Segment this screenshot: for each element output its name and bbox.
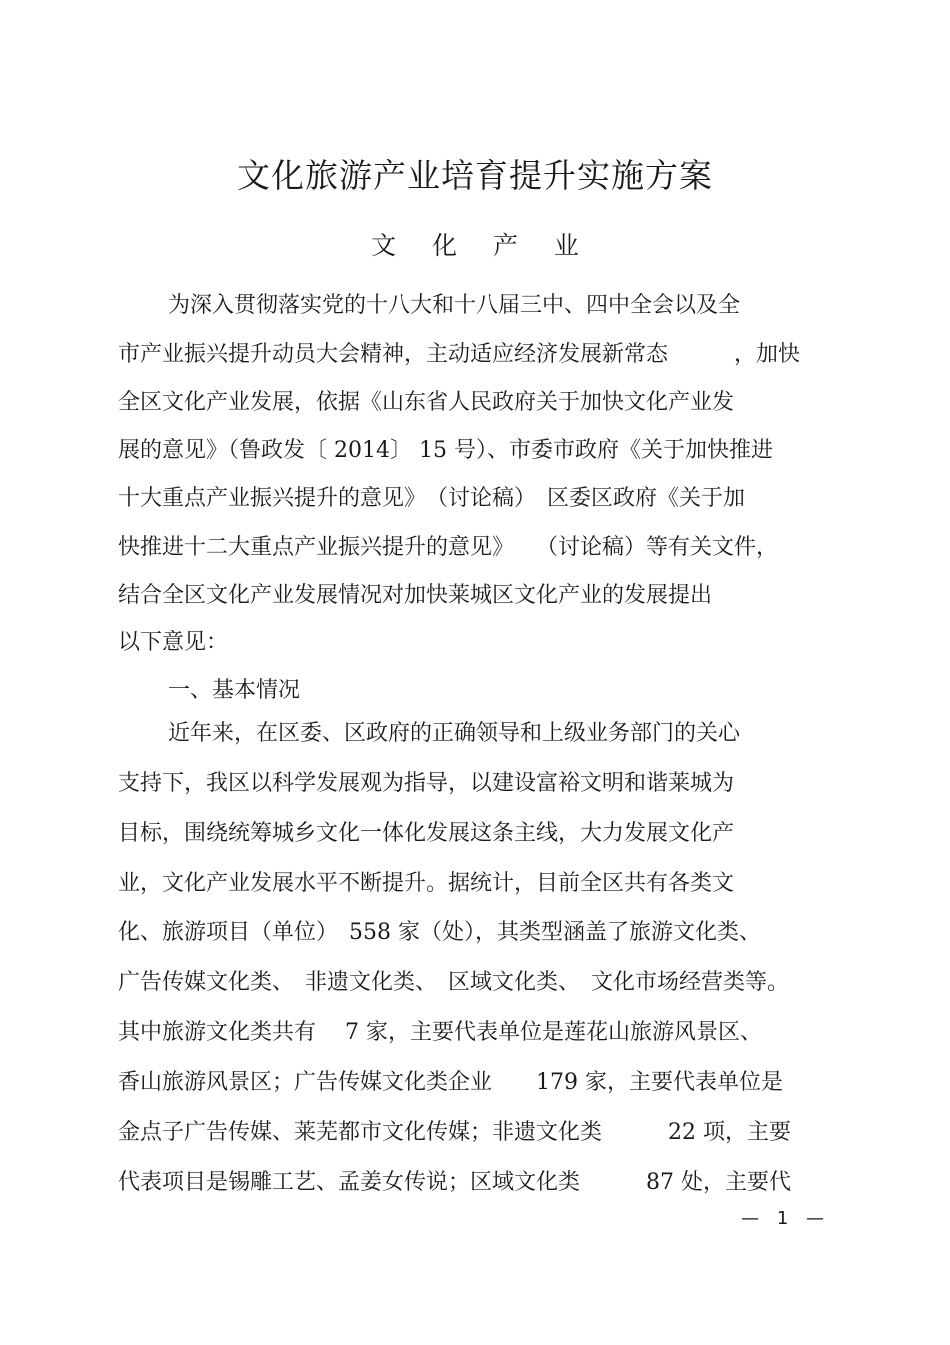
paragraph-line: 近年来，在区委、区政府的正确领导和上级业务部门的关心: [168, 721, 741, 746]
document-title: 文化旅游产业培育提升实施方案: [237, 156, 713, 195]
paragraph-line: 支持下，我区以科学发展观为指导，以建设富裕文明和谐莱城为: [118, 771, 735, 796]
paragraph-line: 香山旅游风景区；广告传媒文化类企业 179 家，主要代表单位是: [118, 1070, 783, 1095]
paragraph-line: 代表项目是锡雕工艺、孟姜女传说；区域文化类 87 处，主要代: [118, 1170, 791, 1195]
paragraph-line: 市产业振兴提升动员大会精神，主动适应经济发展新常态 ，加快: [118, 342, 801, 367]
paragraph-line: 展的意见》（鲁政发〔 2014〕 15 号）、市委市政府《关于加快推进: [118, 438, 773, 463]
paragraph-line: 全区文化产业发展，依据《山东省人民政府关于加快文化产业发: [118, 390, 735, 415]
paragraph-line: 十大重点产业振兴提升的意见》 （讨论稿） 区委区政府《关于加: [118, 486, 746, 511]
paragraph-line: 业，文化产业发展水平不断提升。据统计，目前全区共有各类文: [118, 871, 735, 896]
paragraph-line: 金点子广告传媒、莱芜都市文化传媒；非遗文化类 22 项，主要: [118, 1120, 791, 1145]
paragraph-line: 以下意见：: [118, 630, 229, 655]
paragraph-line: 目标，围绕统筹城乡文化一体化发展这条主线，大力发展文化产: [118, 821, 735, 846]
paragraph-line: 其中旅游文化类共有 7 家，主要代表单位是莲花山旅游风景区、: [118, 1020, 762, 1045]
paragraph-line: 快推进十二大重点产业振兴提升的意见》 （讨论稿）等有关文件，: [118, 535, 779, 560]
section-subtitle: 文 化 产 业: [371, 231, 593, 260]
paragraph-line: 化、旅游项目（单位） 558 家（处），其类型涵盖了旅游文化类、: [118, 920, 761, 945]
paragraph-line: 广告传媒文化类、 非遗文化类、 区域文化类、 文化市场经营类等。: [118, 970, 790, 995]
page-number: — 1 —: [741, 1208, 830, 1229]
paragraph-line: 为深入贯彻落实党的十八大和十八届三中、四中全会以及全: [168, 293, 741, 318]
paragraph-line: 结合全区文化产业发展情况对加快莱城区文化产业的发展提出: [118, 583, 713, 608]
section-heading: 一、基本情况: [168, 678, 301, 703]
